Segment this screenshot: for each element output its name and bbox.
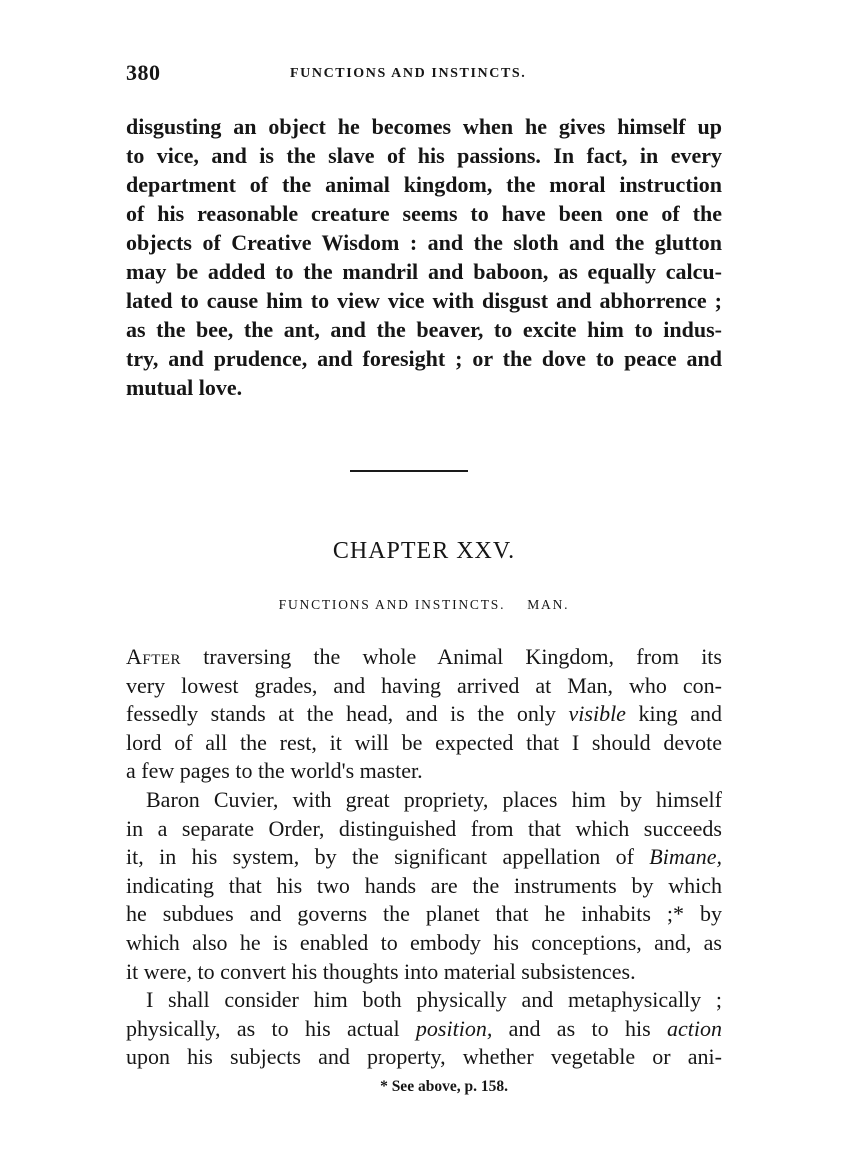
- italic-word: visible: [568, 701, 626, 727]
- text-line: very lowest grades, and having arrived at Man, who con-: [126, 672, 722, 698]
- chapter-title: CHAPTER XXV.: [332, 538, 516, 564]
- text-fragment: it, in his system, by the significant appellation of: [126, 844, 650, 870]
- italic-word: position,: [415, 1015, 493, 1041]
- text-fragment: physically, as to his actual: [126, 1015, 416, 1041]
- text-fragment: king and: [625, 701, 722, 727]
- text-line: mutual love.: [126, 375, 243, 400]
- text-line: I shall consider him both physically and metaphysically ;: [146, 987, 722, 1013]
- opening-word: After: [126, 644, 182, 669]
- text-line: as the bee, the ant, and the beaver, to excite him to indus-: [126, 317, 722, 342]
- page-number: 380: [126, 60, 161, 85]
- chapter-subtitle-man: MAN.: [527, 597, 570, 612]
- text-fragment: traversing the whole Animal Kingdom, from its: [181, 644, 722, 669]
- text-line: may be added to the mandril and baboon, as equally calcu-: [126, 259, 722, 284]
- text-line: in a separate Order, distinguished from that which succeeds: [126, 815, 722, 841]
- text-fragment: fessedly stands at the head, and is the only: [126, 701, 569, 727]
- italic-word: action: [667, 1015, 722, 1041]
- running-title: FUNCTIONS AND INSTINCTS.: [290, 66, 527, 81]
- running-head: [126, 60, 722, 90]
- text-line: try, and prudence, and foresight ; or the dove to peace and: [126, 346, 722, 371]
- footnote: * See above, p. 158.: [380, 1077, 508, 1095]
- text-line: to vice, and is the slave of his passions. In fact, in every: [126, 143, 722, 168]
- text-line: lord of all the rest, it will be expected that I should devote: [126, 729, 722, 755]
- text-line: [126, 643, 722, 672]
- text-line: [126, 843, 722, 872]
- text-line: it were, to convert his thoughts into material subsistences.: [126, 958, 636, 984]
- book-page: [126, 60, 722, 1096]
- section-divider: [350, 470, 468, 472]
- text-line: a few pages to the world's master.: [126, 758, 423, 784]
- text-line: [126, 1015, 722, 1044]
- text-line: he subdues and governs the planet that he inhabits ;* by: [126, 901, 722, 927]
- text-line: lated to cause him to view vice with disgust and abhorrence ;: [126, 288, 722, 313]
- text-line: objects of Creative Wisdom : and the sloth and the glutton: [126, 230, 722, 255]
- chapter-subtitle-main: FUNCTIONS AND INSTINCTS.: [278, 597, 506, 612]
- text-line: upon his subjects and property, whether vegetable or ani-: [126, 1044, 722, 1070]
- text-line: indicating that his two hands are the instruments by which: [126, 872, 722, 898]
- continued-paragraph: [126, 112, 722, 402]
- text-line: department of the animal kingdom, the moral instruction: [126, 172, 722, 197]
- text-fragment: and as to his: [492, 1015, 667, 1041]
- italic-word: Bimane,: [649, 844, 722, 870]
- text-line: Baron Cuvier, with great propriety, places him by himself: [146, 786, 722, 812]
- chapter-body: [126, 643, 722, 1072]
- text-line: [126, 700, 722, 729]
- text-line: of his reasonable creature seems to have been one of the: [126, 201, 722, 226]
- text-line: disgusting an object he becomes when he gives himself up: [126, 114, 722, 139]
- text-line: which also he is enabled to embody his conceptions, and, as: [126, 929, 722, 955]
- chapter-subtitle: [126, 597, 722, 613]
